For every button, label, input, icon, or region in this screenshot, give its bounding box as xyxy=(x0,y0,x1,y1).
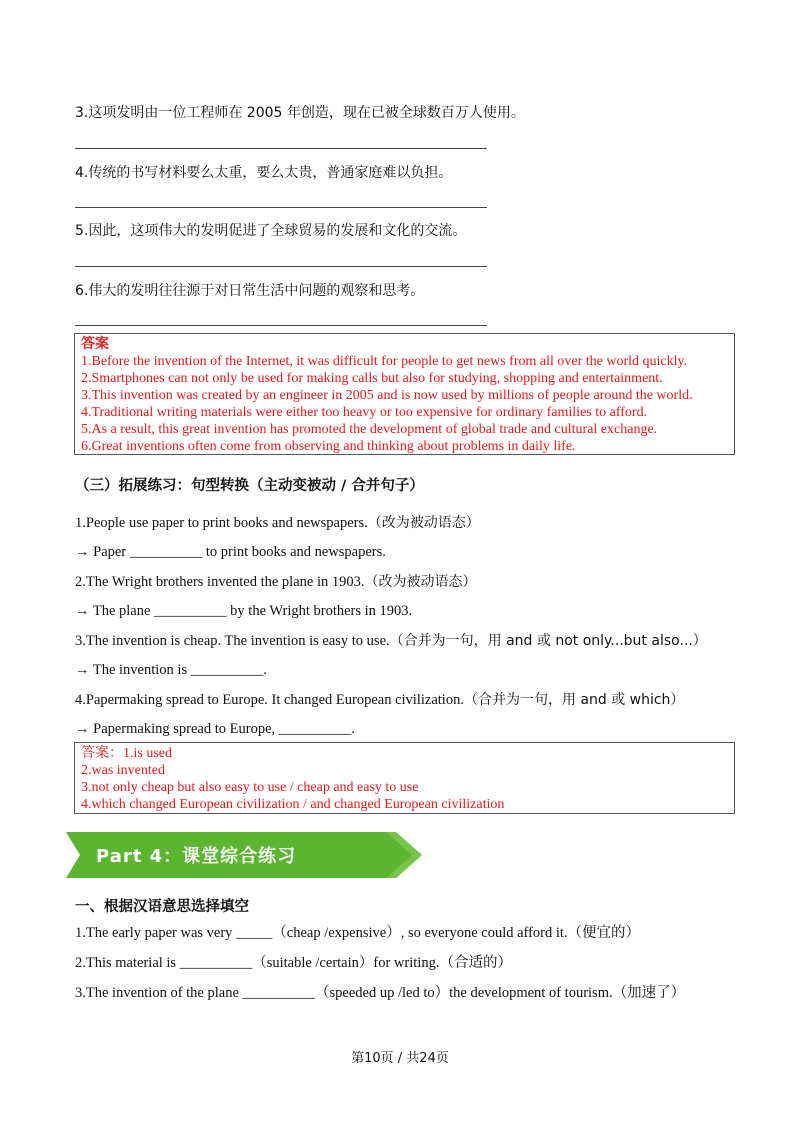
banner-title: Part 4：课堂综合练习 xyxy=(96,846,297,867)
section-heading-extension: （三）拓展练习：句型转换（主动变被动 / 合并句子） xyxy=(75,478,424,494)
translation-item-4: 4.传统的书写材料要么太重，要么太贵，普通家庭难以负担。 xyxy=(75,165,453,181)
page-number: 第10页 / 共24页 xyxy=(351,1051,449,1066)
translation-item-5: 5.因此，这项伟大的发明促进了全球贸易的发展和文化的交流。 xyxy=(75,223,467,239)
fill-blank-item-2: 2.This material is __________（suitable /certain）for writing.（合适的） xyxy=(75,955,512,971)
answer-line: 5.As a result, this great invention has promoted the development of global trade and cultural exchange. xyxy=(81,422,658,437)
question-hint: （改为被动语态） xyxy=(367,515,480,531)
section-heading-part4: 一、根据汉语意思选择填空 xyxy=(75,899,249,915)
answer-line-5 xyxy=(75,266,487,267)
extension-rewrite-2: → The plane __________ by the Wright brothers in 1903. xyxy=(75,603,413,619)
fill-blank-item-3: 3.The invention of the plane __________（speeded up /led to）the development of tourism.（加速了） xyxy=(75,985,686,1001)
answer-box-1 xyxy=(74,333,735,455)
answer-line: 6.Great inventions often come from observing and thinking about problems in daily life. xyxy=(81,439,576,454)
extension-rewrite-3: → The invention is __________. xyxy=(75,662,267,678)
extension-rewrite-4: → Papermaking spread to Europe, __________. xyxy=(75,721,355,737)
answer-line-3 xyxy=(75,148,487,149)
answer-line-4 xyxy=(75,207,487,208)
fill-blank-item-1: 1.The early paper was very _____（cheap /expensive）, so everyone could afford it.（便宜的） xyxy=(75,925,641,941)
answer-first: 1.is used xyxy=(123,746,172,761)
answer-line: 4.which changed European civilization / and changed European civilization xyxy=(81,797,505,812)
question-hint: （改为被动语态） xyxy=(364,574,477,590)
extension-question-2 xyxy=(75,573,476,591)
extension-rewrite-1: → Paper __________ to print books and newspapers. xyxy=(75,544,386,560)
question-text: 4.Papermaking spread to Europe. It changed European civilization. xyxy=(75,692,464,708)
answer-box-2 xyxy=(74,742,735,814)
answer-line: 2.was invented xyxy=(81,763,165,778)
extension-question-3 xyxy=(75,632,707,650)
answer-line xyxy=(81,745,728,762)
answer-title: 答案： xyxy=(81,745,123,761)
question-text: 1.People use paper to print books and newspapers. xyxy=(75,515,368,531)
translation-item-3: 3.这项发明由一位工程师在 2005 年创造，现在已被全球数百万人使用。 xyxy=(75,105,525,121)
extension-question-1 xyxy=(75,514,480,532)
question-text: 2.The Wright brothers invented the plane in 1903. xyxy=(75,574,365,590)
question-text: 3.The invention is cheap. The invention is easy to use. xyxy=(75,633,390,649)
extension-question-4 xyxy=(75,691,684,709)
answer-title: 答案 xyxy=(81,336,109,352)
answer-line: 3.not only cheap but also easy to use / cheap and easy to use xyxy=(81,780,419,795)
answer-line-6 xyxy=(75,325,487,326)
question-hint: （合并为一句，用 and 或 not only...but also...） xyxy=(389,633,707,649)
translation-item-6: 6.伟大的发明往往源于对日常生活中问题的观察和思考。 xyxy=(75,283,425,299)
question-hint: （合并为一句，用 and 或 which） xyxy=(463,692,685,708)
answer-line: 4.Traditional writing materials were either too heavy or too expensive for ordinary families to afford. xyxy=(81,405,648,420)
answer-line: 1.Before the invention of the Internet, it was difficult for people to get news from all over the world quickly. xyxy=(81,354,688,369)
answer-line: 3.This invention was created by an engineer in 2005 and is now used by millions of people around the world. xyxy=(81,388,693,403)
answer-line: 2.Smartphones can not only be used for making calls but also for studying, shopping and entertainment. xyxy=(81,371,663,386)
